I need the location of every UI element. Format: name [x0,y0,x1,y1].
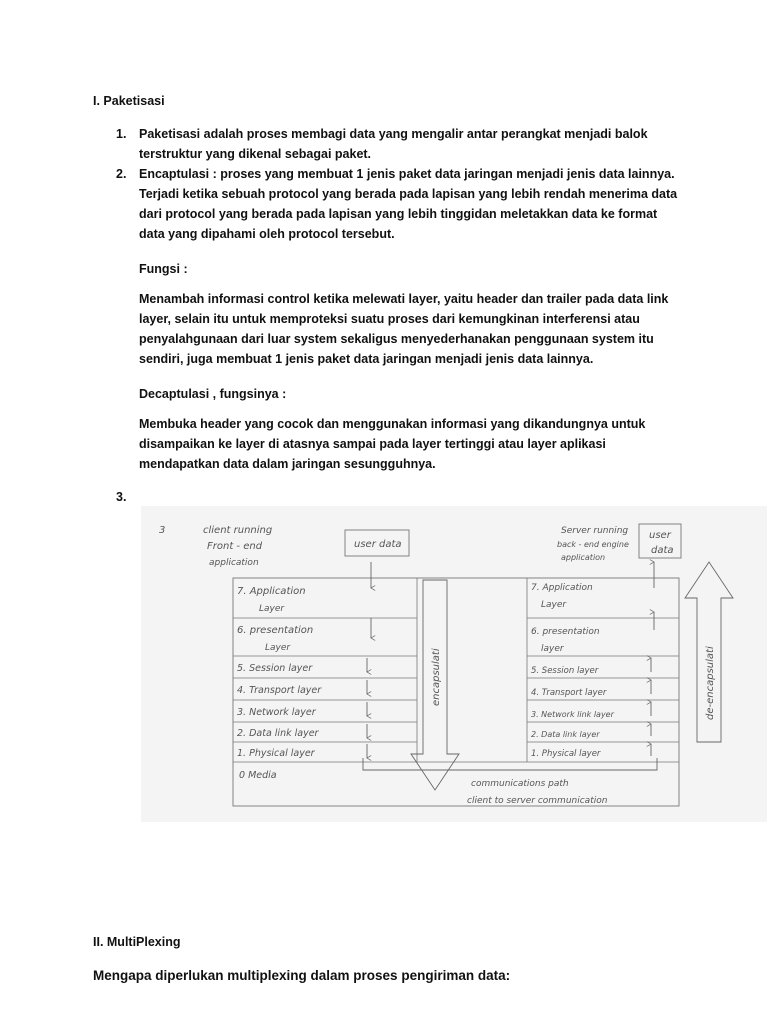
encapsulation-label: encapsulati [431,648,442,706]
left-layer-7-line1: 7. Application [237,586,306,597]
osi-encapsulation-diagram [141,506,767,822]
right-layer-7-line1: 7. Application [531,583,593,593]
client-label-line1: client running [203,525,273,536]
right-layer-3: 3. Network link layer [531,710,614,719]
de-encapsulation-label: de-encapsulati [705,646,716,720]
diagram-svg [141,506,767,822]
fungsi-label: Fungsi : [139,262,188,276]
left-layer-4: 4. Transport layer [237,685,322,696]
paragraph-fungsi: Menambah informasi control ketika melewati layer, yaitu header dan trailer pada data link layer, selain itu untuk memproteksi suatu proses dari kemungkinan interferensi atau penyalahgunaan dari luar system sekaligus menyederhanakan penggunaan system itu sendiri, juga membuat 1 jenis paket data jaringan menjadi jenis data lainnya. [139,292,669,366]
left-down-arrows [367,562,371,758]
right-layer-2: 2. Data link layer [531,730,600,739]
left-layer-2: 2. Data link layer [237,728,319,739]
diagram-number: 3 [159,525,166,536]
user-data-right-line2: data [651,545,674,556]
left-layer-7-line2: Layer [259,604,285,614]
left-layer-3: 3. Network layer [237,707,316,718]
right-layer-7-line2: Layer [541,600,567,610]
right-layer-5: 5. Session layer [531,666,599,676]
paragraph-encaptulasi-definition: Encaptulasi : proses yang membuat 1 jenis paket data jaringan menjadi jenis data lainnya. Terjadi ketika sebuah protocol yang berada pada lapisan yang lebih rendah menerima data dari protocol yang berada pada lapisan yang lebih tinggidan meletakkan data ke format data yang dipahami oleh protocol tersebut. [139,167,678,241]
media-label: 0 Media [239,770,277,781]
right-layer-6-line2: layer [541,644,564,654]
client-label-line2: Front - end [207,541,263,552]
comm-path-line1: communications path [471,779,569,789]
list-number-3: 3. [116,490,127,504]
server-label-line1: Server running [561,526,629,536]
user-data-right-line1: user [649,530,671,541]
left-layer-6-line2: Layer [265,643,291,653]
right-up-arrows [651,562,654,756]
right-layer-4: 4. Transport layer [531,688,607,698]
communications-path-line [363,758,657,770]
right-layer-6-line1: 6. presentation [531,627,600,637]
section-title-paketisasi: I. Paketisasi [93,94,165,108]
paragraph-paketisasi-definition: Paketisasi adalah proses membagi data yang mengalir antar perangkat menjadi balok terstruktur yang dikenal sebagai paket. [139,127,648,161]
client-label-line3: application [209,558,259,568]
list-number-1: 1. [116,127,127,141]
left-layer-5: 5. Session layer [237,663,313,674]
left-layer-1: 1. Physical layer [237,748,315,759]
server-label-line3: application [561,553,606,562]
decaptulasi-label: Decaptulasi , fungsinya : [139,387,287,401]
list-number-2: 2. [116,167,127,181]
multiplexing-question: Mengapa diperlukan multiplexing dalam proses pengiriman data: [93,968,511,983]
paragraph-decaptulasi: Membuka header yang cocok dan menggunakan informasi yang dikandungnya untuk disampaikan ke layer di atasnya sampai pada layer tertinggi atau layer aplikasi mendapatkan data dalam jaringan sesungguhnya. [139,417,646,471]
section-title-multiplexing: II. MultiPlexing [93,935,181,949]
user-data-left-label: user data [354,539,402,550]
left-layer-6-line1: 6. presentation [237,625,314,636]
comm-path-line2: client to server communication [467,796,608,806]
right-layer-1: 1. Physical layer [531,749,601,759]
server-label-line2: back - end engine [557,540,629,549]
